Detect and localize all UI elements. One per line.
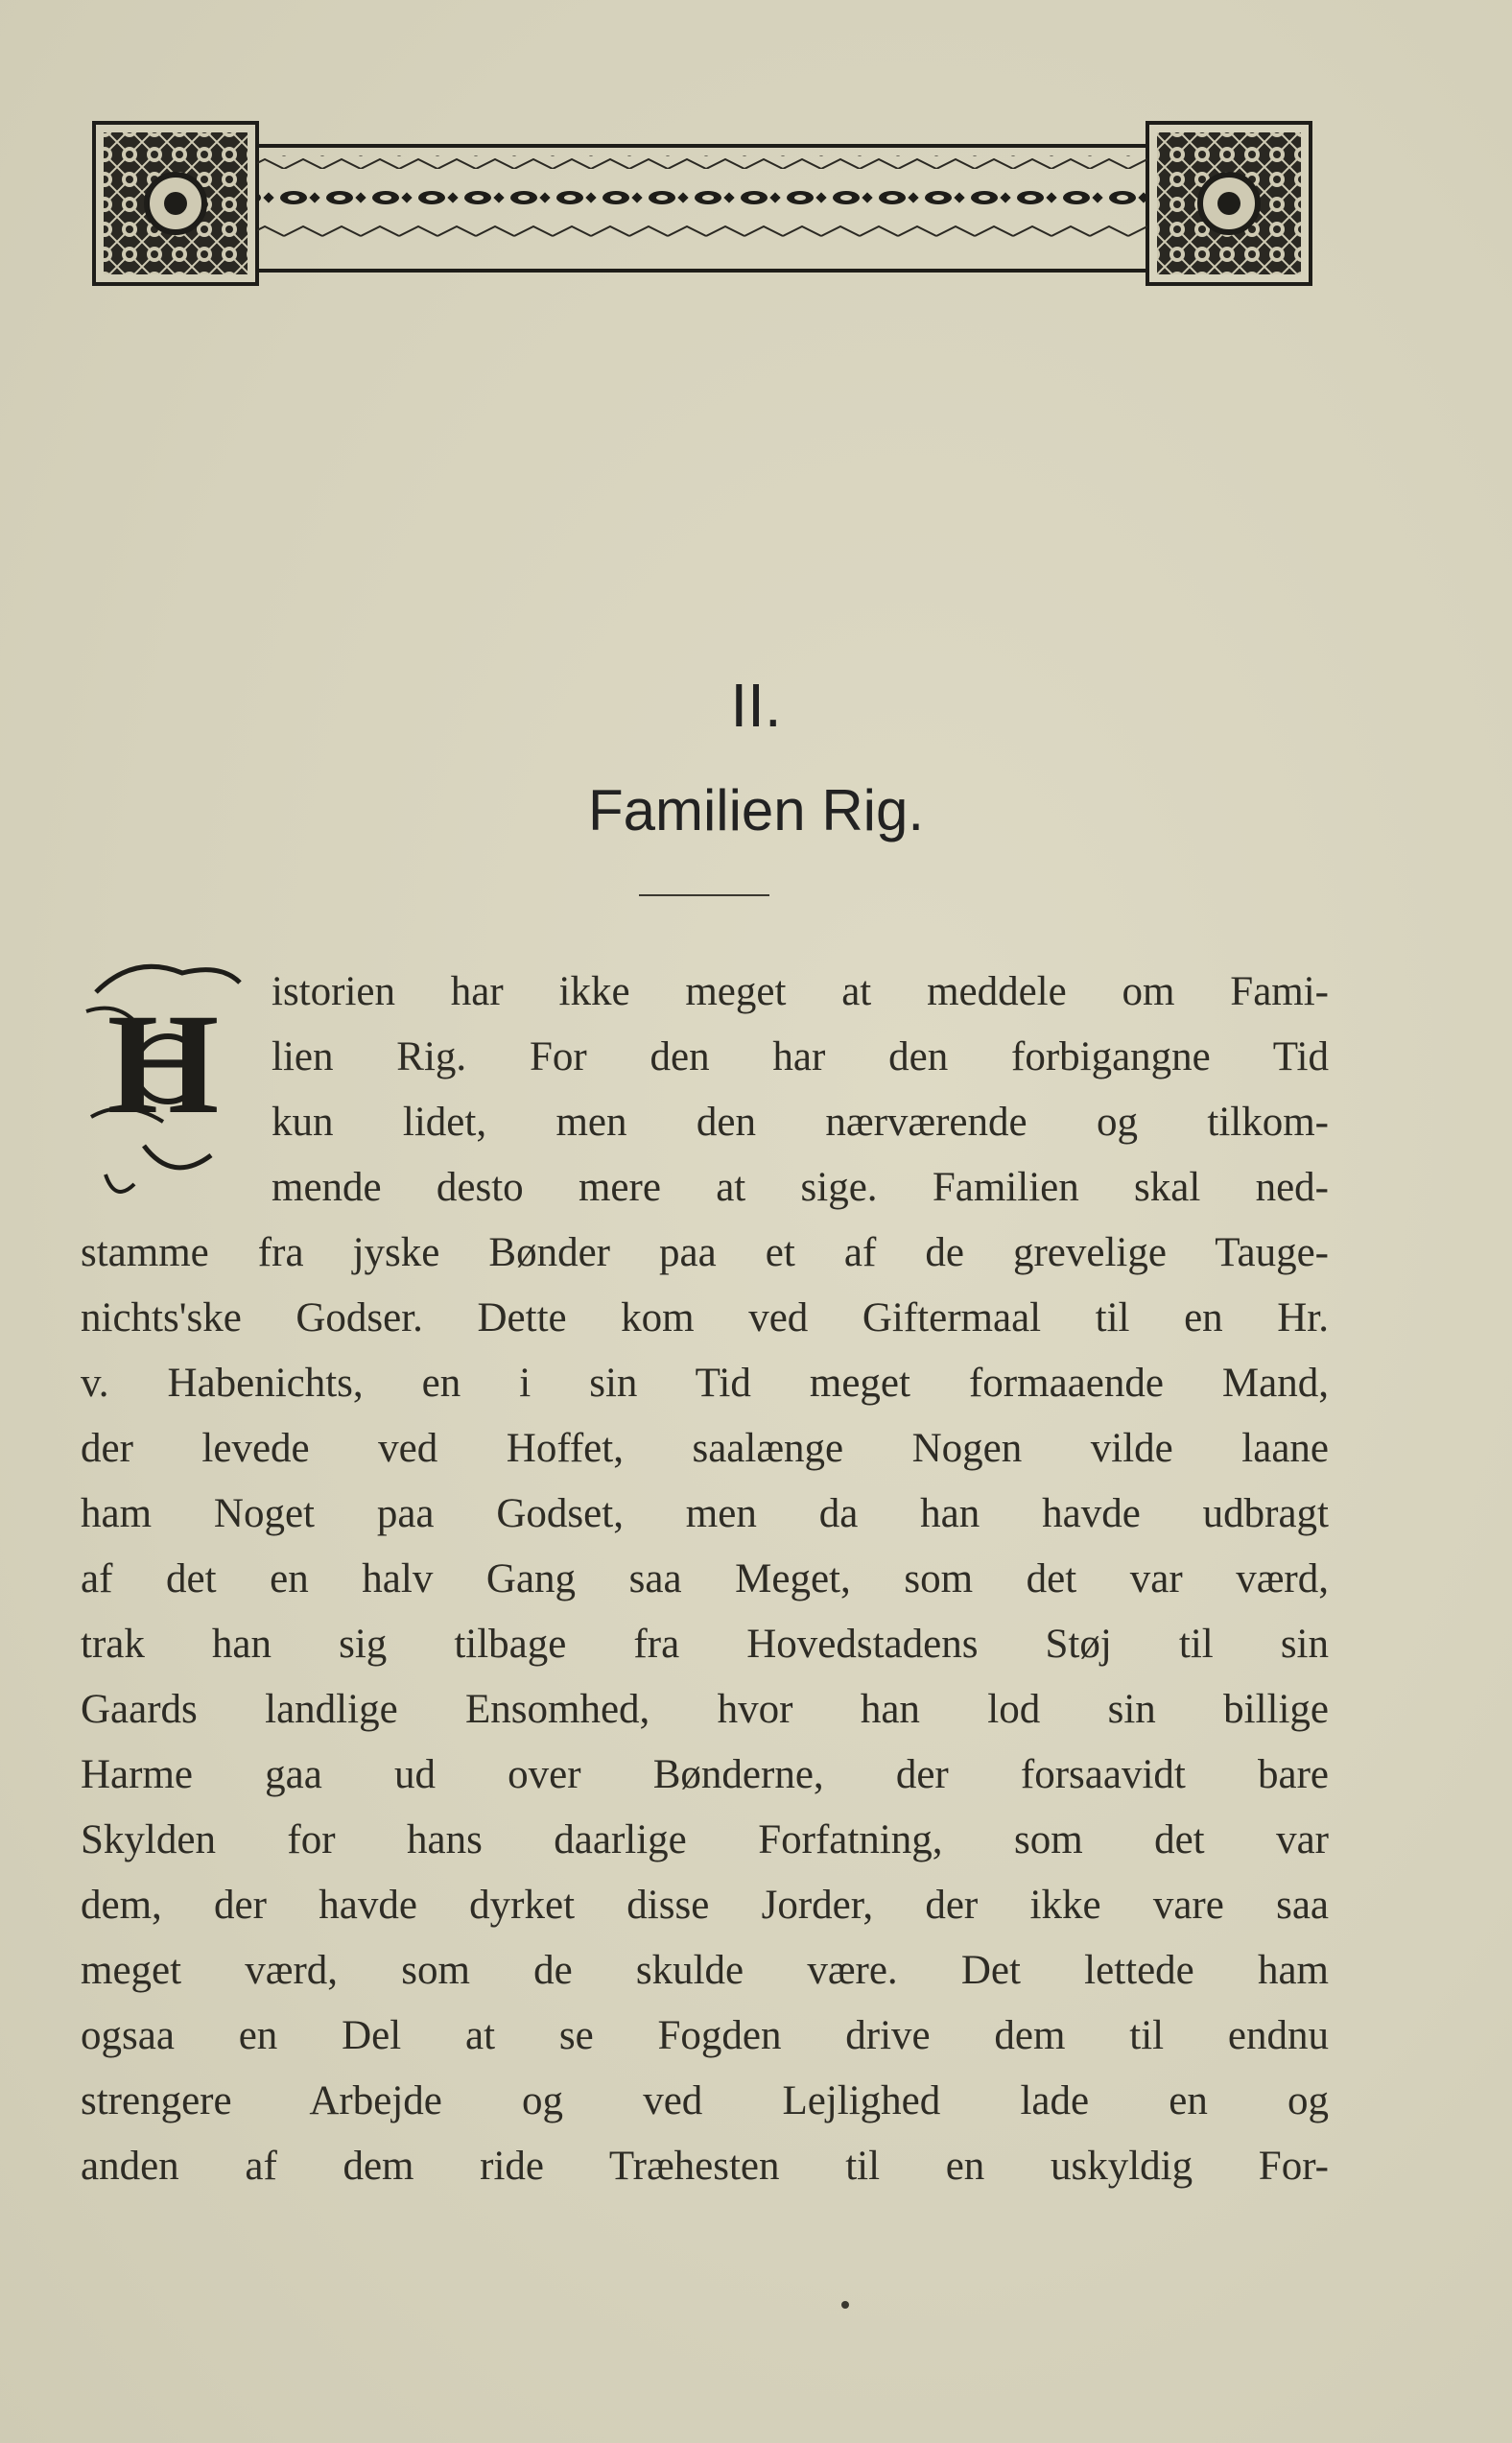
ornamental-header-banner — [92, 117, 1314, 290]
left-ornament-box — [94, 123, 257, 284]
text-line: nichts'ske Godser. Dette kom ved Giftermaal til en Hr. — [81, 1295, 1329, 1340]
text-line: Gaards landlige Ensomhed, hvor han lod sin billige — [81, 1687, 1329, 1732]
text-line: v. Habenichts, en i sin Tid meget formaaende Mand, — [81, 1361, 1329, 1406]
text-line: af det en halv Gang saa Meget, som det var værd, — [81, 1556, 1329, 1601]
drop-cap-letter: H — [106, 984, 220, 1144]
chapter-title: Familien Rig. — [587, 778, 925, 842]
text-line: stamme fra jyske Bønder paa et af de grevelige Tauge- — [81, 1230, 1329, 1275]
text-line: ogsaa en Del at se Fogden drive dem til endnu — [81, 2013, 1329, 2058]
drop-cap-initial — [77, 954, 249, 1203]
text-line: mende desto mere at sige. Familien skal ned- — [272, 1165, 1329, 1210]
text-line: anden af dem ride Træhesten til en uskyldig For- — [81, 2144, 1329, 2189]
text-line: istorien har ikke meget at meddele om Fami- — [272, 969, 1329, 1014]
text-line: meget værd, som de skulde være. Det lettede ham — [81, 1948, 1329, 1993]
text-line: kun lidet, men den nærværende og tilkom- — [272, 1100, 1329, 1145]
title-divider-rule — [639, 894, 769, 896]
text-line: trak han sig tilbage fra Hovedstadens Støj til sin — [81, 1622, 1329, 1667]
ornament-band — [257, 146, 1147, 271]
chapter-number: II. — [730, 671, 782, 740]
text-line: Skylden for hans daarlige Forfatning, som det var — [81, 1817, 1329, 1862]
text-line: strengere Arbejde og ved Lejlighed lade en og — [81, 2078, 1329, 2123]
right-ornament-box — [1147, 123, 1311, 284]
text-line: lien Rig. For den har den forbigangne Tid — [272, 1034, 1329, 1079]
text-line: ham Noget paa Godset, men da han havde udbragt — [81, 1491, 1329, 1536]
text-line: dem, der havde dyrket disse Jorder, der ikke vare saa — [81, 1883, 1329, 1928]
text-line: Harme gaa ud over Bønderne, der forsaavidt bare — [81, 1752, 1329, 1797]
text-line: der levede ved Hoffet, saalænge Nogen vilde laane — [81, 1426, 1329, 1471]
footer-mark — [841, 2301, 849, 2309]
